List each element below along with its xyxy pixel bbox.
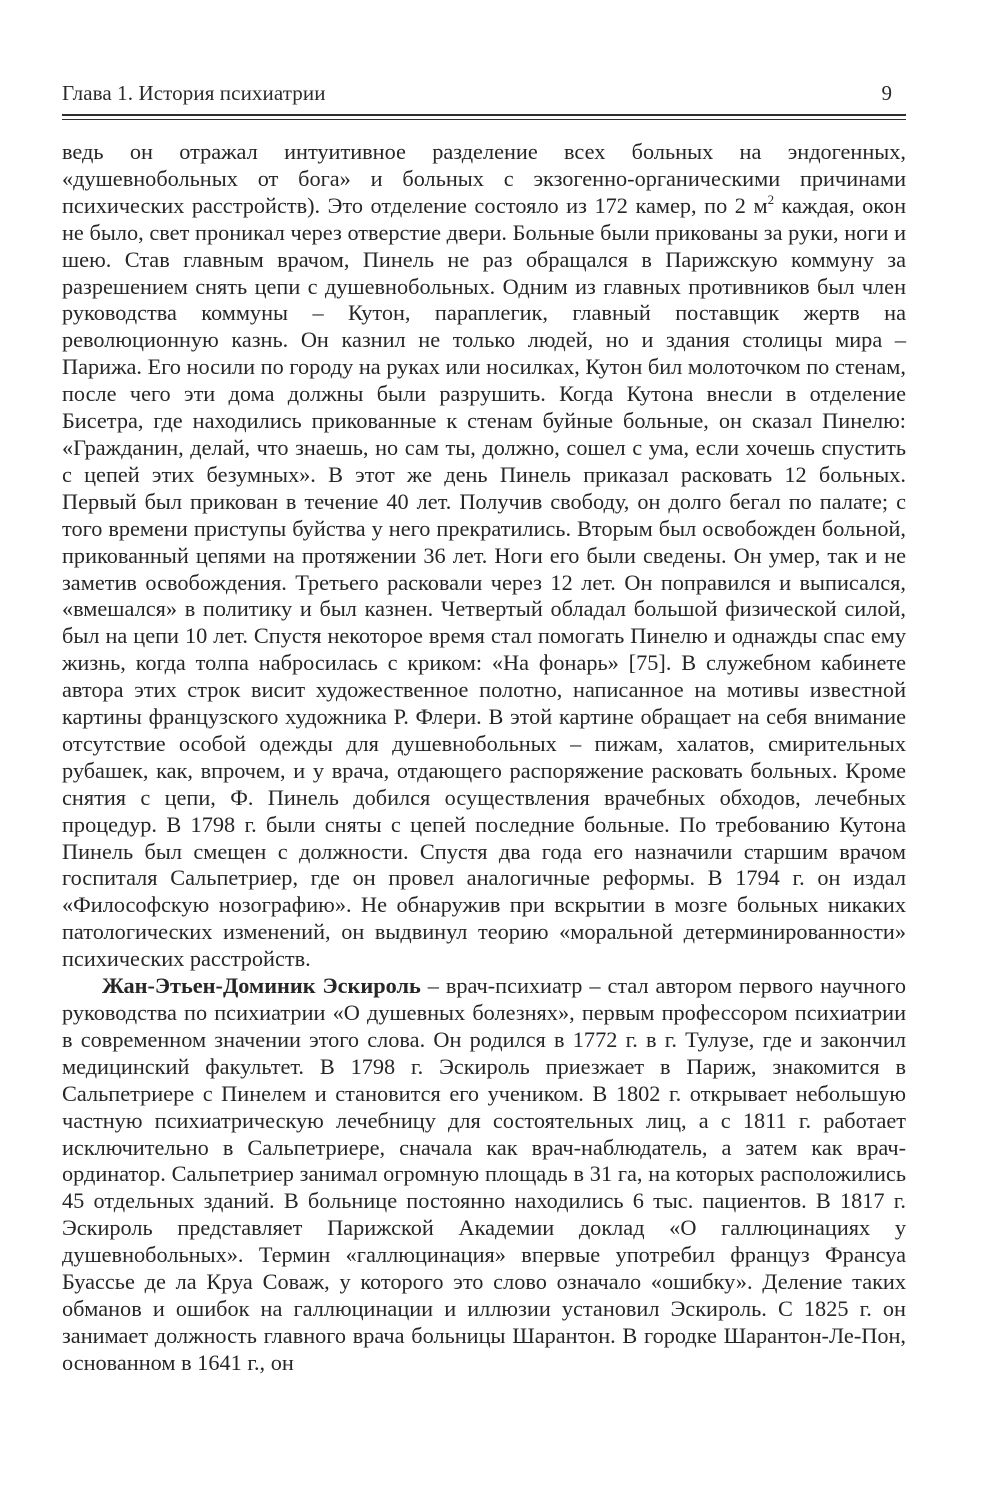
header-rule-thin <box>62 119 906 120</box>
paragraph-pinel <box>62 139 906 973</box>
paragraph-esquirol <box>62 973 906 1377</box>
page-number: 9 <box>881 81 892 105</box>
body-text <box>62 139 906 1377</box>
paragraph-pinel-text-a: ведь он отражал интуитивное разделение всех больных на эндогенных, «душевнобольных от бога» и больных с экзогенно-органическими причинами психических расстройств). Это отделение состояло из 172 камер, по 2 м <box>62 139 906 218</box>
paragraph-esquirol-text: – врач-психиатр – стал автором первого научного руководства по психиатрии «О душевных болезнях», первым профессором психиатрии в современном значении этого слова. Он родился в 1772 г. в г. Тулузе, где и закончил медицинский факультет. В 1798 г. Эскироль приезжает в Париж, знакомится в Сальпетриере с Пинелем и становится его учеником. В 1802 г. открывает небольшую частную психиатрическую лечебницу для состоятельных лиц, а с 1811 г. работает исключительно в Сальпетриере, сначала как врач-наблюдатель, а затем как врач-ординатор. Сальпетриер занимал огромную площадь в 31 га, на которых расположились 45 отдельных зданий. В больнице постоянно находились 6 тыс. пациентов. В 1817 г. Эскироль представляет Парижской Академии доклад «О галлюцинациях у душевнобольных». Термин «галлюцинация» впервые употребил француз Франсуа Буассье де ла Круа Соваж, у которого это слово означало «ошибку». Деление таких обманов и ошибок на галлюцинации и иллюзии установил Эскироль. С 1825 г. он занимает должность главного врача больницы Шарантон. В городке Шарантон-Ле-Пон, основанном в 1641 г., он <box>62 973 906 1375</box>
running-header <box>62 78 906 108</box>
paragraph-pinel-text-b: каждая, окон не было, свет проникал через отверстие двери. Больные были прикованы за руки, ноги и шею. Став главным врачом, Пинель не раз обращался в Парижскую коммуну за разрешением снять цепи с душевнобольных. Одним из главных противников был член руководства коммуны – Кутон, параплегик, главный поставщик жертв на революционную казнь. Он казнил не только людей, но и здания столицы мира – Парижа. Его носили по городу на руках или носилках, Кутон бил молоточком по стенам, после чего эти дома должны были разрушить. Когда Кутона внесли в отделение Бисетра, где находились прикованные к стенам буйные больные, он сказал Пинелю: «Гражданин, делай, что знаешь, но сам ты, должно, сошел с ума, если хочешь спустить с цепей этих безумных». В этот же день Пинель приказал расковать 12 больных. Первый был прикован в течение 40 лет. Получив свободу, он долго бегал по палате; с того времени приступы буйства у него прекратились. Вторым был освобожден больной, прикованный цепями на протяжении 36 лет. Ноги его были сведены. Он умер, так и не заметив освобождения. Третьего расковали через 12 лет. Он поправился и выписался, «вмешался» в политику и был казнен. Четвертый обладал большой физической силой, был на цепи 10 лет. Спустя некоторое время стал помогать Пинелю и однажды спас ему жизнь, когда толпа набросилась с криком: «На фонарь» [75]. В служебном кабинете автора этих строк висит художественное полотно, написанное на мотивы известной картины французского художника Р. Флери. В этой картине обращает на себя внимание отсутствие особой одежды для душевнобольных – пижам, халатов, смирительных рубашек, как, впрочем, и у врача, отдающего распоряжение расковать больных. Кроме снятия с цепи, Ф. Пинель добился осуществления врачебных обходов, лечебных процедур. В 1798 г. были сняты с цепей последние больные. По требованию Кутона Пинель был смещен с должности. Спустя два года его назначили старшим врачом госпиталя Сальпетриер, где он провел аналогичные реформы. В 1794 г. он издал «Философскую нозографию». Не обнаружив при вскрытии в мозге больных никаких патологических изменений, он выдвинул теорию «моральной детерминированности» психических расстройств. <box>62 192 906 972</box>
header-rule-thick <box>62 114 906 116</box>
esquirol-name: Жан-Этьен-Доминик Эскироль <box>102 973 421 999</box>
square-meter-superscript: 2 <box>767 191 775 207</box>
chapter-title: Глава 1. История психиатрии <box>62 81 326 105</box>
